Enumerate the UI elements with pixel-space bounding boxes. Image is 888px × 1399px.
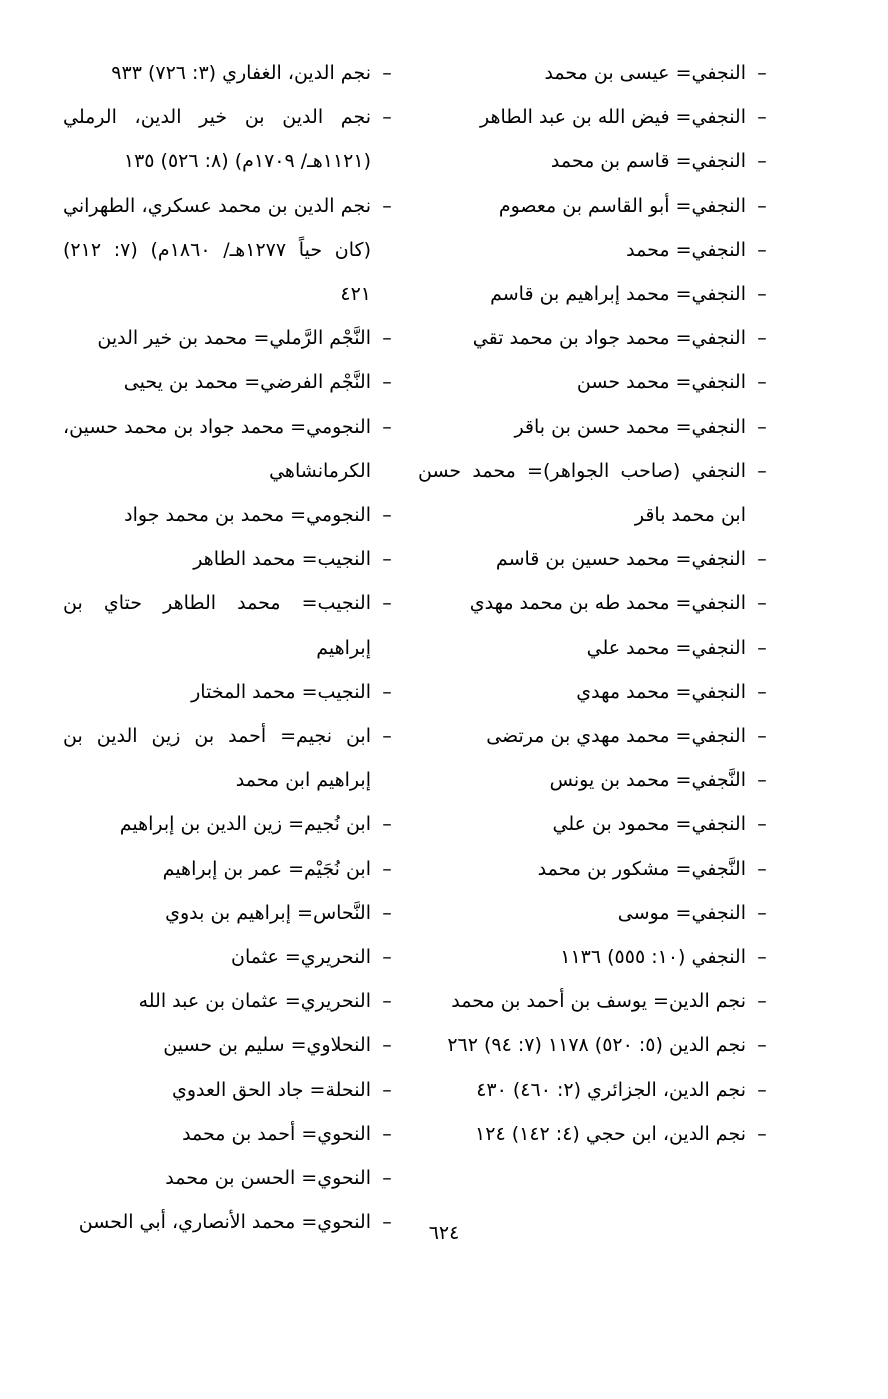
index-entry [418, 979, 778, 1023]
index-entry [63, 891, 403, 935]
index-entry [63, 537, 403, 581]
index-entry [63, 581, 403, 669]
index-entry [63, 95, 403, 183]
index-entry [418, 228, 778, 272]
entry-dash: – [382, 106, 392, 129]
index-column-right [418, 51, 778, 1156]
entry-dash: – [382, 813, 392, 836]
entry-text: النَّجفي= محمد بن يونس [549, 769, 746, 792]
entry-text: النجفي= محمد مهدي بن مرتضى [486, 725, 746, 748]
entry-text: ابن نجيم= أحمد بن زين الدين بن إبراهيم ابن محمد [63, 725, 371, 792]
entry-dash: – [757, 238, 767, 261]
entry-text: النجفي= محمد مهدي [576, 680, 746, 703]
entry-text: نجم الدين= يوسف بن أحمد بن محمد [451, 990, 746, 1013]
entry-text: النَّجْم الرَّملي= محمد بن خير الدين [97, 327, 371, 350]
index-entry [63, 935, 403, 979]
entry-dash: – [382, 327, 392, 350]
entry-text: النجومي= محمد بن محمد جواد [124, 504, 371, 527]
entry-text: النحوي= أحمد بن محمد [182, 1122, 371, 1145]
index-entry [418, 537, 778, 581]
index-entry [63, 847, 403, 891]
entry-text: النجومي= محمد جواد بن محمد حسين، الكرمانشاهي [63, 415, 371, 482]
index-entry [418, 802, 778, 846]
entry-dash: – [757, 1122, 767, 1145]
entry-dash: – [757, 1034, 767, 1057]
entry-dash: – [382, 946, 392, 969]
entry-text: نجم الدين بن خير الدين، الرملي (١١٢١هـ/ ١٧٠٩م) (٨: ٥٢٦) ١٣٥ [63, 106, 371, 173]
entry-text: النجفي= محمد حسن [576, 371, 746, 394]
entry-dash: – [757, 327, 767, 350]
entry-dash: – [757, 592, 767, 615]
index-entry [418, 1023, 778, 1067]
entry-dash: – [382, 901, 392, 924]
index-entry [63, 360, 403, 404]
index-entry [418, 95, 778, 139]
entry-text: النَّحاس= إبراهيم بن بدوي [165, 901, 371, 924]
index-entry [418, 891, 778, 935]
entry-text: النجفي= محمد [626, 238, 746, 261]
index-entry [418, 51, 778, 95]
entry-dash: – [382, 680, 392, 703]
index-entry [63, 1023, 403, 1067]
entry-dash: – [757, 813, 767, 836]
entry-text: النجفي= محمد علي [586, 636, 746, 659]
index-entry [63, 184, 403, 317]
entry-text: النجفي= عيسى بن محمد [544, 62, 746, 84]
entry-text: نجم الدين بن محمد عسكري، الطهراني (كان حياً ١٢٧٧هـ/ ١٨٦٠م) (٧: ٢١٢) ٤٢١ [63, 194, 371, 306]
entry-dash: – [382, 1211, 392, 1234]
entry-text: النجفي= محمد حسن بن باقر [514, 415, 746, 438]
entry-dash: – [382, 62, 392, 84]
entry-dash: – [757, 459, 767, 482]
index-entry [418, 626, 778, 670]
entry-text: النحريري= عثمان بن عبد الله [138, 990, 371, 1013]
entry-text: النجفي= فيض الله بن عبد الطاهر [479, 106, 746, 129]
entry-dash: – [382, 857, 392, 880]
entry-dash: – [382, 990, 392, 1013]
index-entry [418, 360, 778, 404]
entry-text: النجفي= قاسم بن محمد [550, 150, 746, 173]
entry-dash: – [382, 1122, 392, 1145]
index-column-left [63, 51, 403, 1244]
index-entry [63, 405, 403, 493]
entry-text: النجيب= محمد المختار [191, 680, 371, 703]
entry-dash: – [382, 504, 392, 527]
entry-text: النَّجفي= مشكور بن محمد [537, 857, 746, 880]
entry-text: النحريري= عثمان [231, 946, 371, 969]
index-entry [418, 581, 778, 625]
entry-text: النجيب= محمد الطاهر [193, 548, 371, 571]
index-entry [418, 935, 778, 979]
entry-dash: – [382, 194, 392, 217]
index-entry [63, 493, 403, 537]
index-entry [63, 979, 403, 1023]
entry-text: النحوي= محمد الأنصاري، أبي الحسن [78, 1211, 371, 1234]
entry-dash: – [757, 680, 767, 703]
index-entry [63, 316, 403, 360]
index-entry [418, 272, 778, 316]
entry-dash: – [382, 725, 392, 748]
entry-text: نجم الدين (٥: ٥٢٠) ١١٧٨ (٧: ٩٤) ٢٦٢ [447, 1034, 746, 1057]
entry-text: النجفي= محمد جواد بن محمد تقي [472, 327, 746, 350]
entry-text: النَّجْم الفرضي= محمد بن يحيى [123, 371, 371, 394]
index-entry [418, 847, 778, 891]
entry-dash: – [757, 194, 767, 217]
entry-dash: – [757, 371, 767, 394]
index-entry [63, 670, 403, 714]
index-entry [418, 316, 778, 360]
entry-dash: – [382, 1034, 392, 1057]
entry-dash: – [382, 415, 392, 438]
entry-dash: – [382, 1167, 392, 1190]
entry-dash: – [757, 857, 767, 880]
entry-text: النجفي= محمد طه بن محمد مهدي [469, 592, 746, 615]
entry-text: النجفي= محمد إبراهيم بن قاسم [490, 283, 746, 306]
entry-dash: – [757, 725, 767, 748]
entry-text: النجفي= أبو القاسم بن معصوم [498, 194, 746, 217]
entry-dash: – [382, 592, 392, 615]
index-entry [418, 139, 778, 183]
page-number: ٦٢٤ [428, 1222, 460, 1244]
index-entry [63, 1156, 403, 1200]
entry-dash: – [382, 548, 392, 571]
entry-dash: – [757, 283, 767, 306]
index-entry [418, 1112, 778, 1156]
index-entry [418, 758, 778, 802]
index-entry [418, 449, 778, 537]
entry-text: النجيب= محمد الطاهر حتاي بن إبراهيم [63, 592, 371, 659]
entry-dash: – [382, 1078, 392, 1101]
entry-dash: – [757, 415, 767, 438]
entry-text: ابن نُجيم= زين الدين بن إبراهيم [119, 813, 371, 836]
index-entry [63, 1068, 403, 1112]
index-entry [418, 670, 778, 714]
entry-dash: – [757, 106, 767, 129]
entry-text: النجفي= موسى [617, 901, 746, 924]
entry-text: النجفي= محمد حسين بن قاسم [495, 548, 746, 571]
index-entry [418, 714, 778, 758]
entry-text: نجم الدين، الغفاري (٣: ٧٢٦) ٩٣٣ [111, 62, 371, 84]
entry-text: ابن نُجَيْم= عمر بن إبراهيم [162, 857, 371, 880]
entry-dash: – [757, 769, 767, 792]
entry-text: النحوي= الحسن بن محمد [165, 1167, 371, 1190]
index-entry [63, 802, 403, 846]
index-entry [418, 1068, 778, 1112]
entry-dash: – [757, 946, 767, 969]
entry-text: النحلاوي= سليم بن حسين [163, 1034, 371, 1057]
entry-text: النجفي (١٠: ٥٥٥) ١١٣٦ [560, 946, 746, 969]
entry-dash: – [757, 990, 767, 1013]
entry-text: نجم الدين، الجزائري (٢: ٤٦٠) ٤٣٠ [476, 1078, 746, 1101]
index-entry [418, 405, 778, 449]
entry-dash: – [382, 371, 392, 394]
entry-text: النحلة= جاد الحق العدوي [171, 1078, 371, 1101]
entry-text: النجفي (صاحب الجواهر)= محمد حسن ابن محمد باقر [418, 459, 746, 527]
entry-dash: – [757, 548, 767, 571]
entry-text: نجم الدين، ابن حجي (٤: ١٤٢) ١٢٤ [475, 1122, 746, 1145]
entry-dash: – [757, 636, 767, 659]
index-entry [63, 714, 403, 802]
entry-dash: – [757, 1078, 767, 1101]
index-entry [418, 184, 778, 228]
entry-dash: – [757, 150, 767, 173]
index-entry [63, 1112, 403, 1156]
index-entry [63, 51, 403, 95]
entry-dash: – [757, 62, 767, 84]
entry-dash: – [757, 901, 767, 924]
entry-text: النجفي= محمود بن علي [552, 813, 746, 836]
